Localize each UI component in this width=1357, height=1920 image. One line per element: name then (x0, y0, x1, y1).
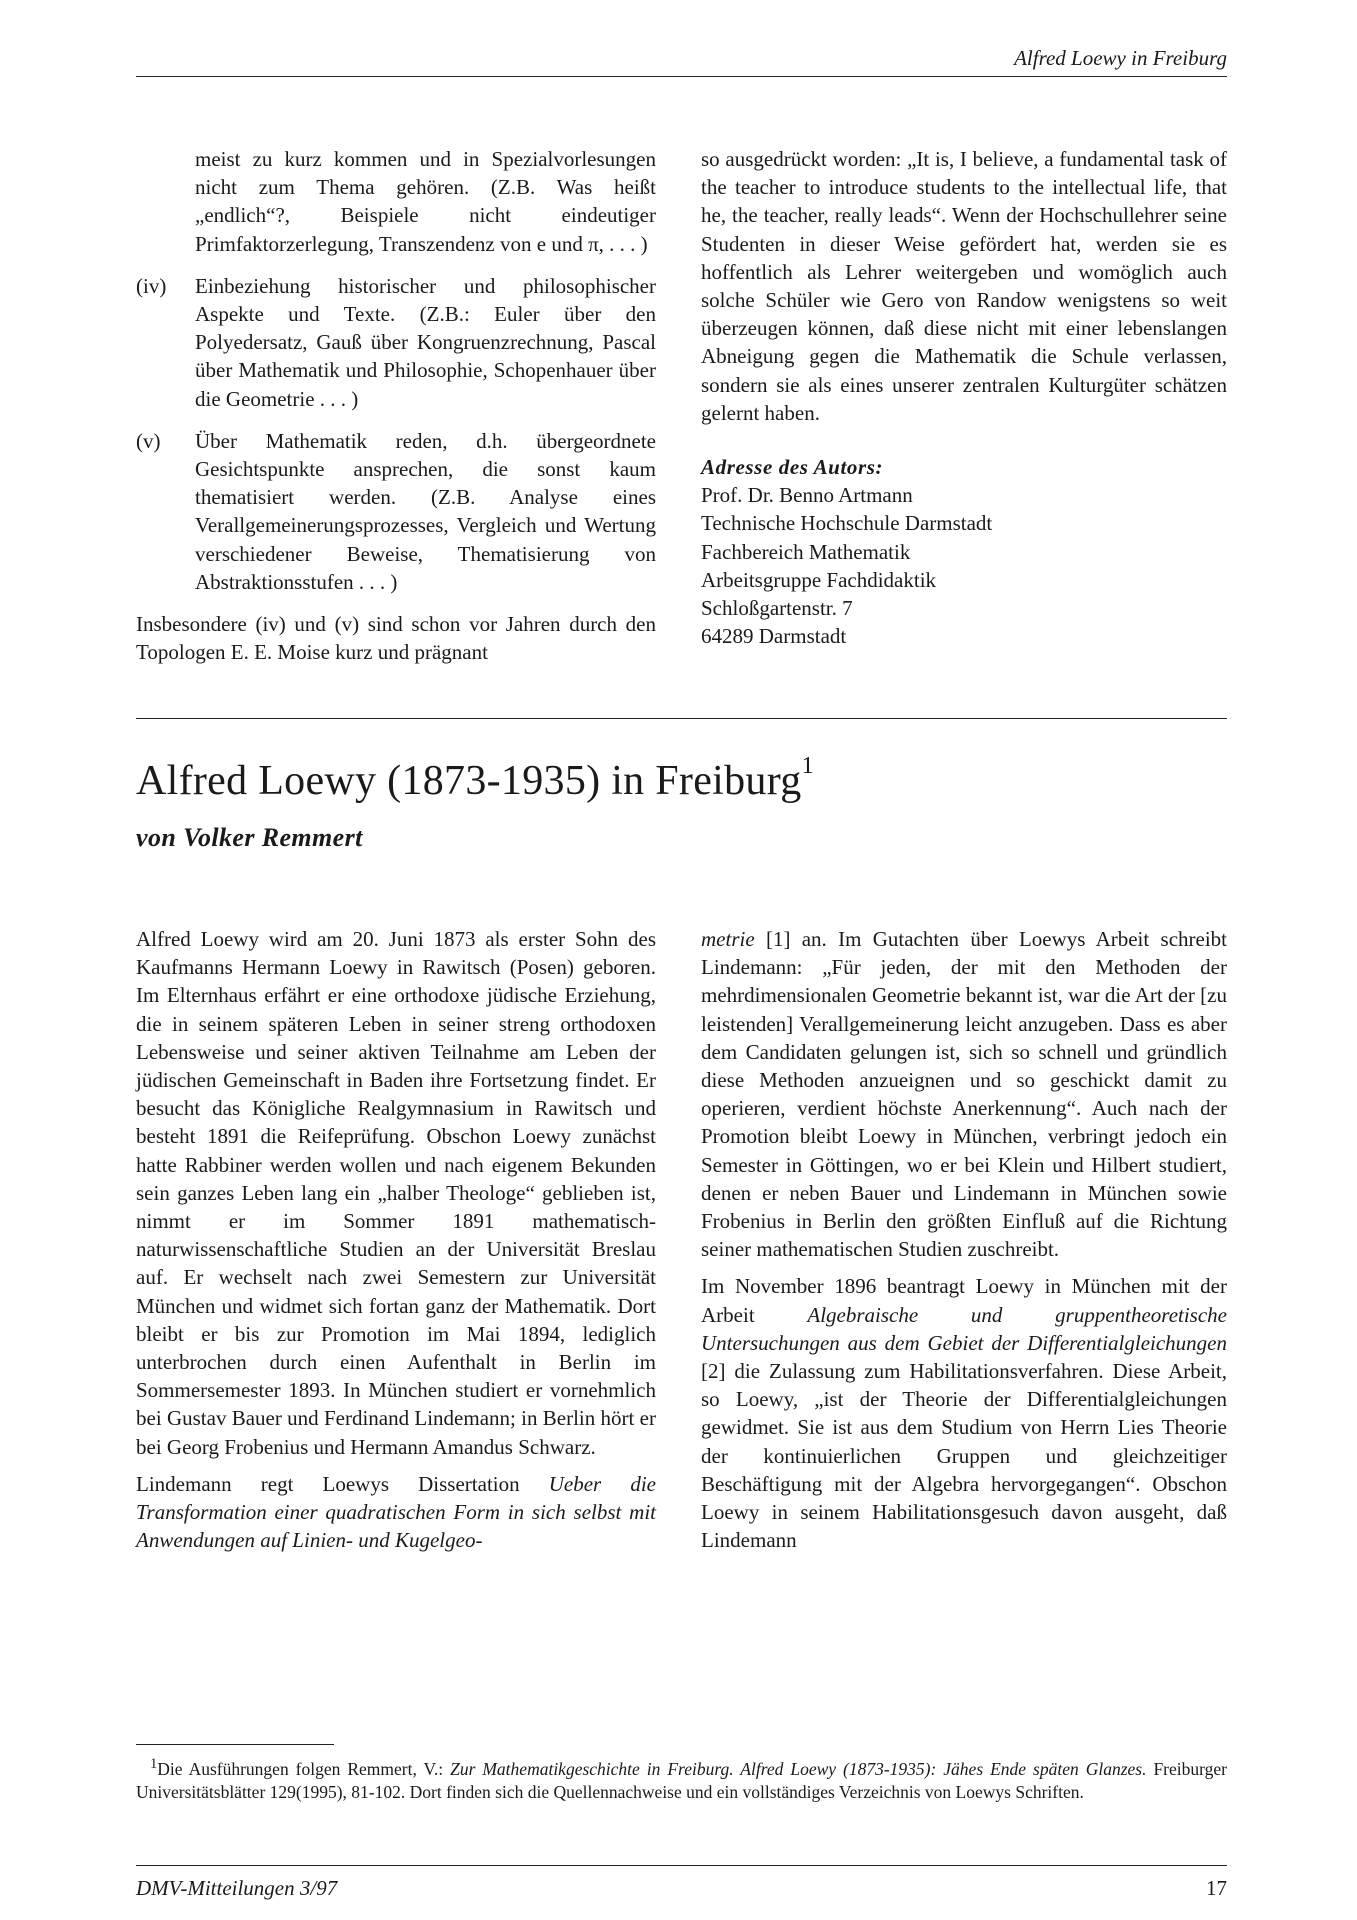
paragraph: so ausgedrückt worden: „It is, I believe, a fundamental task of the teacher to introduce students to the intellectual life, that he, the teacher, really leads“. Wenn der Hochschullehrer seine Studenten in dieser Weise gefördert hat, werden sie es hoffentlich als Lehrer weitergeben und womöglich auch solche Schüler wie Gero von Randow wenigstens so weit überzeugen können, daß diese nicht mit einer lebenslangen Abneigung gegen die Mathematik die Schule verlassen, sondern sie als eines unserer zentralen Kulturgüter schätzen gelernt haben. (701, 147, 1227, 425)
continued-list-item: meist zu kurz kommen und in Spezialvorlesungen nicht zum Thema gehören. (Z.B. Was heißt „endlich“?, Beispiele nicht eindeutiger Primfaktorzerlegung, Transzendenz von e und π, . . . ) (195, 147, 656, 256)
address-line: Fachbereich Mathematik (701, 539, 911, 564)
list-item-v (136, 427, 656, 596)
footer-rule (136, 1865, 1227, 1866)
address-line: 64289 Darmstadt (701, 624, 847, 649)
address-line: Prof. Dr. Benno Artmann (701, 483, 913, 508)
running-head: Alfred Loewy in Freiburg (1014, 46, 1227, 70)
footnote-mark: 1 (150, 1756, 158, 1772)
prev-article-right-column (701, 145, 1227, 650)
byline: von Volker Remmert (136, 823, 363, 852)
list-item-iv (136, 272, 656, 413)
footnote-text (136, 1753, 1227, 1804)
paragraph (701, 925, 1227, 1263)
dissertation-title: Ueber die Transformation einer quadratischen Form in sich selbst mit Anwendungen auf Linien- und Kugelgeo- (136, 1471, 656, 1553)
paragraph-text: [2] die Zulassung zum Habilitationsverfahren. Diese Arbeit, so Loewy, „ist der Theorie der Differentialgleichungen gewidmet. Sie ist aus dem Studium von Herrn Lies Theorie der kontinuierlichen Gruppen und gleichzeitiger Beschäftigung mit der Algebra hervorgegangen“. Obschon Loewy in seinem Habilitationsgesuch davon ausgeht, daß Lindemann (701, 1359, 1227, 1553)
list-item-text: Über Mathematik reden, d.h. übergeordnete Gesichtspunkte ansprechen, die sonst kaum thematisiert werden. (Z.B. Analyse eines Verallgemeinerungsprozesses, Vergleich und Wertung verschiedener Beweise, Thematisierung von Abstraktionsstufen . . . ) (195, 428, 656, 594)
address-line: Arbeitsgruppe Fachdidaktik (701, 567, 937, 592)
article-title (136, 744, 1227, 809)
list-marker: (v) (136, 428, 161, 453)
paragraph-text: Lindemann regt Loewys Dissertation (136, 1471, 549, 1496)
footnote-title: Zur Mathematikgeschichte in Freiburg. Alfred Loewy (1873-1935): Jähes Ende späten Glanzes. (450, 1758, 1147, 1779)
list-item-text: Einbeziehung historischer und philosophischer Aspekte und Texte. (Z.B.: Euler über den Polyedersatz, Gauß über Kongruenzrechnung, Pascal über Mathematik und Philosophie, Schopenhauer über die Geometrie . . . ) (195, 273, 656, 411)
prev-article-left-column (136, 145, 656, 666)
footnote-text-start: Die Ausführungen folgen Remmert, V.: (157, 1758, 451, 1779)
paragraph (701, 1272, 1227, 1554)
article-separator-rule (136, 718, 1227, 719)
article-right-column (701, 925, 1227, 1554)
paragraph: Alfred Loewy wird am 20. Juni 1873 als erster Sohn des Kaufmanns Hermann Loewy in Rawitsch (Posen) geboren. Im Elternhaus erfährt er eine orthodoxe jüdische Erziehung, die in seinem späteren Leben in seiner streng orthodoxen Lebensweise und seiner aktiven Teilnahme am Leben der jüdischen Gemeinschaft in Baden ihre Fortsetzung findet. Er besucht das Königliche Realgymnasium in Rawitsch und besteht 1891 die Reifeprüfung. Obschon Loewy zunächst hatte Rabbiner werden wollen und nach eigenem Bekunden sein ganzes Leben lang ein „halber Theologe“ geblieben ist, nimmt er im Sommer 1891 mathematisch-naturwissenschaftliche Studien an der Universität Breslau auf. Er wechselt nach zwei Semestern zur Universität München und widmet sich fortan ganz der Mathematik. Dort bleibt er bis zur Promotion im Mai 1894, lediglich unterbrochen durch einen Aufenthalt in Berlin im Sommersemester 1893. In München studiert er vornehmlich bei Gustav Bauer und Ferdinand Lindemann; in Berlin hört er bei Georg Frobenius und Hermann Amandus Schwarz. (136, 927, 656, 1459)
title-text: Alfred Loewy (1873-1935) in Freiburg (136, 758, 802, 804)
paragraph-text: [1] an. Im Gutachten über Loewys Arbeit schreibt Lindemann: „Für jeden, der mit den Methoden der mehrdimensionalen Geometrie bekannt ist, war die Art der [zu leistenden] Verallgemeinerung leicht anzugeben. Dass es aber dem Candidaten gelungen ist, sich so schnell und gründlich diese Methoden anzueignen und so geschickt damit zu operieren, verdient höchste Anerkennung“. Auch nach der Promotion bleibt Loewy in München, verbringt jedoch ein Semester in Göttingen, wo er bei Klein und Hilbert studiert, denen er neben Bauer und Lindemann in München sowie Frobenius in Berlin den größten Einfluß auf die Richtung seiner mathematischen Studien zuschreibt. (701, 927, 1227, 1262)
address-heading: Adresse des Autors: (701, 455, 884, 480)
dissertation-title-end: metrie (701, 927, 755, 951)
page-number: 17 (1206, 1876, 1227, 1900)
title-footnote-mark: 1 (801, 753, 814, 779)
footnote-rule (136, 1744, 334, 1745)
page-footer (136, 1876, 1227, 1901)
header-rule (136, 76, 1227, 77)
address-line: Technische Hochschule Darmstadt (701, 511, 993, 536)
author-address (701, 453, 1227, 650)
journal-name: DMV-Mitteilungen 3/97 (136, 1876, 338, 1900)
list-marker: (iv) (136, 273, 167, 298)
habilitation-title: Algebraische und gruppentheoretische Untersuchungen aus dem Gebiet der Differentialgleichungen (701, 1302, 1227, 1355)
footnote-text-rest: Freiburger Universitätsblätter 129(1995), 81-102. Dort finden sich die Quellennachweise und ein vollständiges Verzeichnis von Loewys Schriften. (136, 1758, 1227, 1802)
address-line: Schloßgartenstr. 7 (701, 596, 853, 621)
article-left-column (136, 925, 656, 1554)
paragraph-text: Im November 1896 beantragt Loewy in München mit der Arbeit (701, 1274, 1227, 1327)
closing-paragraph: Insbesondere (iv) und (v) sind schon vor Jahren durch den Topologen E. E. Moise kurz und prägnant (136, 612, 656, 665)
paragraph (136, 1470, 656, 1555)
footnote (136, 1753, 1227, 1804)
